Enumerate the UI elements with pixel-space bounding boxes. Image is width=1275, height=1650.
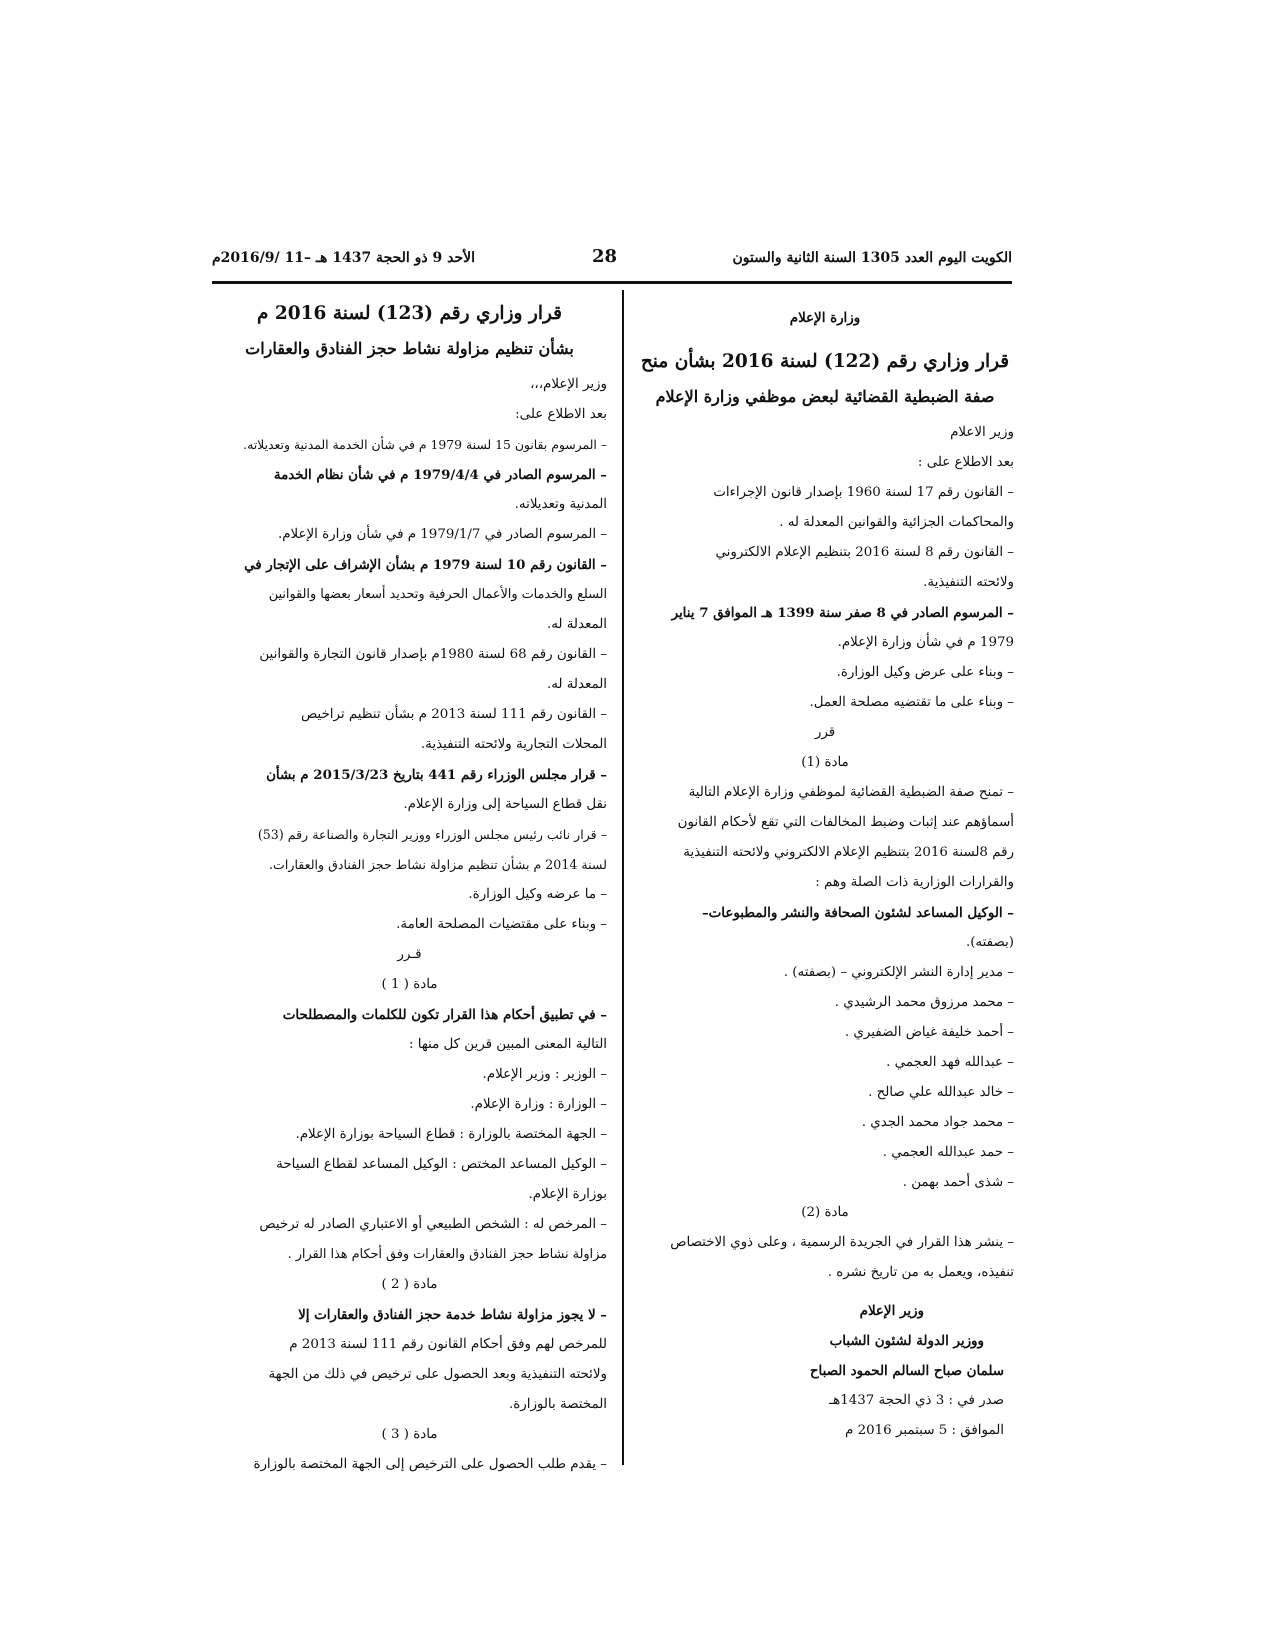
text-line: – القانون رقم 8 لسنة 2016 بتنظيم الإعلام الالكتروني bbox=[715, 545, 1014, 560]
signature-title: وزير الإعلام bbox=[859, 1303, 924, 1319]
text-line: للمرخص لهم وفق أحكام القانون رقم 111 لسنة 2013 م bbox=[289, 1337, 607, 1352]
text-line: – يقدم طلب الحصول على الترخيص إلى الجهة المختصة بالوزارة bbox=[253, 1457, 607, 1472]
column-divider bbox=[622, 290, 624, 1465]
text-line: وزير الاعلام bbox=[950, 425, 1014, 440]
article-heading: مادة (2) bbox=[801, 1205, 849, 1220]
header-rule bbox=[212, 281, 1012, 284]
text-line: وزير الإعلام،،، bbox=[530, 377, 607, 392]
text-line: – المرسوم الصادر في 1979/4/4 م في شأن نظام الخدمة bbox=[273, 467, 607, 483]
definition-item: – المرخص له : الشخص الطبيعي أو الاعتباري الصادر له ترخيص bbox=[259, 1217, 607, 1232]
text-line: – المرسوم الصادر في 8 صفر سنة 1399 هـ الموافق 7 يناير bbox=[671, 605, 1014, 621]
text-line: التالية المعنى المبين قرين كل منها : bbox=[409, 1037, 607, 1052]
text-line: ولائحته التنفيذية وبعد الحصول على ترخيص في ذلك من الجهة bbox=[268, 1367, 607, 1382]
text-line: بوزارة الإعلام. bbox=[528, 1187, 607, 1202]
text-line: – قرار مجلس الوزراء رقم 441 بتاريخ 2015/3/23 م بشأن bbox=[266, 767, 607, 783]
text-line: مزاولة نشاط حجز الفنادق والعقارات وفق أحكام هذا القرار . bbox=[287, 1247, 607, 1262]
text-line: – وبناء على عرض وكيل الوزارة. bbox=[836, 665, 1014, 680]
text-line: – المرسوم الصادر في 1979/1/7 م في شأن وزارة الإعلام. bbox=[277, 527, 607, 542]
text-line: المعدلة له. bbox=[546, 617, 607, 632]
article-heading: مادة ( 2 ) bbox=[381, 1277, 438, 1292]
text-line: – ينشر هذا القرار في الجريدة الرسمية ، وعلى ذوي الاختصاص bbox=[670, 1235, 1014, 1250]
definition-item: – الجهة المختصة بالوزارة : قطاع السياحة بوزارة الإعلام. bbox=[295, 1127, 607, 1142]
decision-122-subtitle: صفة الضبطية القضائية لبعض موظفي وزارة الإعلام bbox=[655, 387, 995, 406]
text-line: – القانون رقم 111 لسنة 2013 م بشأن تنظيم تراخيص bbox=[301, 707, 607, 722]
text-line: – القانون رقم 10 لسنة 1979 م بشأن الإشراف على الإتجار في bbox=[244, 557, 607, 573]
text-line: – ما عرضه وكيل الوزارة. bbox=[468, 887, 607, 902]
text-line: – المرسوم بقانون 15 لسنة 1979 م في شأن الخدمة المدنية وتعديلاته. bbox=[243, 437, 607, 452]
page-number: 28 bbox=[592, 246, 618, 267]
text-line: (بصفته). bbox=[965, 935, 1014, 950]
text-line: – وبناء على مقتضيات المصلحة العامة. bbox=[396, 917, 607, 932]
text-line: رقم 8لسنة 2016 بتنظيم الإعلام الالكتروني ولائحته التنفيذية bbox=[683, 845, 1014, 860]
definition-item: – الوزير : وزير الإعلام. bbox=[482, 1067, 607, 1082]
decision-word: قـرر bbox=[397, 947, 422, 962]
signature-name: سلمان صباح السالم الحمود الصباح bbox=[809, 1363, 1004, 1379]
list-item: – محمد مرزوق محمد الرشيدي . bbox=[834, 995, 1014, 1010]
text-line: بعد الاطلاع على : bbox=[917, 455, 1014, 470]
article-heading: مادة ( 3 ) bbox=[381, 1427, 438, 1442]
page-header bbox=[212, 246, 1012, 276]
text-line: – في تطبيق أحكام هذا القرار تكون للكلمات والمصطلحات bbox=[282, 1007, 607, 1023]
decision-122-title: قرار وزاري رقم (122) لسنة 2016 بشأن منح bbox=[640, 351, 1010, 372]
signature-title-2: ووزير الدولة لشئون الشباب bbox=[829, 1333, 984, 1349]
text-line: – القانون رقم 17 لسنة 1960 بإصدار قانون الإجراءات bbox=[713, 485, 1014, 500]
text-line: – قرار نائب رئيس مجلس الوزراء ووزير التجارة والصناعة رقم (53) bbox=[257, 827, 607, 842]
right-column bbox=[636, 296, 1014, 1446]
text-line: 1979 م في شأن وزارة الإعلام. bbox=[837, 635, 1014, 650]
definition-item: – الوزارة : وزارة الإعلام. bbox=[470, 1097, 607, 1112]
text-line: المختصة بالوزارة. bbox=[508, 1397, 607, 1412]
list-item: – شذى أحمد بهمن . bbox=[902, 1175, 1014, 1190]
text-line: المحلات التجارية ولائحته التنفيذية. bbox=[420, 737, 607, 752]
text-line: – الوكيل المساعد لشئون الصحافة والنشر والمطبوعات– bbox=[701, 905, 1014, 921]
text-line: والمحاكمات الجزائية والقوانين المعدلة له . bbox=[779, 515, 1014, 530]
text-line: المدنية وتعديلاته. bbox=[514, 497, 607, 512]
decision-word: قرر bbox=[814, 725, 836, 740]
issue-info: الكويت اليوم العدد 1305 السنة الثانية والستون bbox=[732, 250, 1012, 266]
text-line: المعدلة له. bbox=[546, 677, 607, 692]
text-line: بعد الاطلاع على: bbox=[515, 407, 607, 422]
text-line: والقرارات الوزارية ذات الصلة وهم : bbox=[815, 875, 1014, 890]
definition-item: – الوكيل المساعد المختص : الوكيل المساعد لقطاع السياحة bbox=[276, 1157, 607, 1172]
text-line: – تمنح صفة الضبطية القضائية لموظفي وزارة الإعلام التالية bbox=[688, 785, 1014, 800]
left-column bbox=[212, 296, 607, 1480]
list-item: – حمد عبدالله العجمي . bbox=[882, 1145, 1014, 1160]
text-line: ولائحته التنفيذية. bbox=[923, 575, 1014, 590]
issue-date: الأحد 9 ذو الحجة 1437 هـ –11 /2016/9م bbox=[212, 250, 476, 266]
decision-123-subtitle: بشأن تنظيم مزاولة نشاط حجز الفنادق والعقارات bbox=[245, 339, 574, 358]
text-line: أسماؤهم عند إثبات وضبط المخالفات التي تقع لأحكام القانون bbox=[677, 815, 1014, 830]
article-heading: مادة ( 1 ) bbox=[381, 977, 438, 992]
list-item: – أحمد خليفة غياض الضفيري . bbox=[844, 1025, 1014, 1040]
ministry-title: وزارة الإعلام bbox=[789, 310, 861, 326]
article-heading: مادة (1) bbox=[801, 755, 849, 770]
list-item: – محمد جواد محمد الجدي . bbox=[861, 1115, 1014, 1130]
text-line: – لا يجوز مزاولة نشاط خدمة حجز الفنادق والعقارات إلا bbox=[298, 1307, 607, 1323]
decision-123-title: قرار وزاري رقم (123) لسنة 2016 م bbox=[256, 303, 563, 324]
text-line: تنفيذه، ويعمل به من تاريخ نشره . bbox=[827, 1265, 1014, 1280]
text-line: – القانون رقم 68 لسنة 1980م بإصدار قانون التجارة والقوانين bbox=[259, 647, 607, 662]
issued-date-hijri: صدر في : 3 ذي الحجة 1437هـ bbox=[829, 1393, 1004, 1408]
list-item: – مدير إدارة النشر الإلكتروني – (بصفته) . bbox=[783, 965, 1014, 980]
text-line: السلع والخدمات والأعمال الحرفية وتحديد أسعار بعضها والقوانين bbox=[268, 587, 607, 602]
list-item: – عبدالله فهد العجمي . bbox=[886, 1055, 1014, 1070]
issued-date-gregorian: الموافق : 5 سبتمبر 2016 م bbox=[845, 1423, 1004, 1438]
text-line: نقل قطاع السياحة إلى وزارة الإعلام. bbox=[403, 797, 607, 812]
text-line: لسنة 2014 م بشأن تنظيم مزاولة نشاط حجز الفنادق والعقارات. bbox=[269, 857, 607, 872]
text-line: – وبناء على ما تقتضيه مصلحة العمل. bbox=[809, 695, 1014, 710]
list-item: – خالد عبدالله علي صالح . bbox=[868, 1085, 1014, 1100]
